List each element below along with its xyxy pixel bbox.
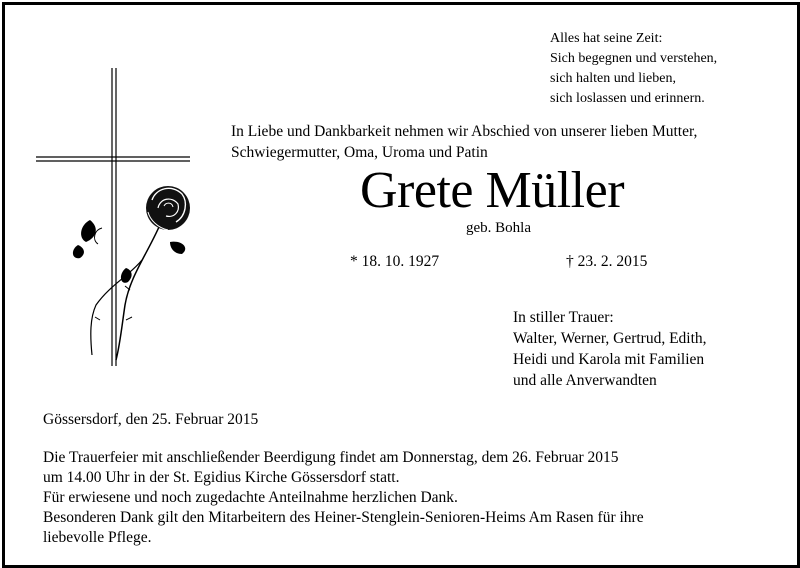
quote-line: sich halten und lieben, bbox=[550, 71, 676, 86]
details-line: um 14.00 Uhr in der St. Egidius Kirche Gössersdorf statt. bbox=[43, 469, 400, 486]
mourners-line: Heidi und Karola mit Familien bbox=[513, 351, 705, 368]
deceased-name: Grete Müller bbox=[360, 162, 625, 219]
place-date: Gössersdorf, den 25. Februar 2015 bbox=[43, 411, 259, 428]
details-line: liebevolle Pflege. bbox=[43, 529, 152, 546]
details-line: Besonderen Dank gilt den Mitarbeitern des Heiner-Stenglein-Senioren-Heims Am Rasen für ihre bbox=[43, 509, 644, 526]
details-line: Für erwiesene und noch zugedachte Anteilnahme herzlichen Dank. bbox=[43, 489, 458, 506]
mourners-line: In stiller Trauer: bbox=[513, 309, 614, 326]
quote-block bbox=[550, 29, 717, 109]
details-line: Die Trauerfeier mit anschließender Beerdigung findet am Donnerstag, dem 26. Februar 2015 bbox=[43, 449, 619, 466]
mourners-block bbox=[513, 307, 707, 391]
intro-line: In Liebe und Dankbarkeit nehmen wir Abschied von unserer lieben Mutter, bbox=[231, 123, 698, 140]
intro-line: Schwiegermutter, Oma, Uroma und Patin bbox=[231, 144, 488, 161]
quote-line: Sich begegnen und verstehen, bbox=[550, 51, 718, 66]
intro-text bbox=[231, 121, 697, 163]
quote-line: Alles hat seine Zeit: bbox=[550, 31, 663, 46]
mourners-line: Walter, Werner, Gertrud, Edith, bbox=[513, 330, 707, 347]
cross-with-rose-icon bbox=[30, 60, 200, 380]
mourners-line: und alle Anverwandten bbox=[513, 372, 657, 389]
death-date: † 23. 2. 2015 bbox=[566, 253, 648, 270]
details-block bbox=[43, 448, 773, 548]
birth-date: * 18. 10. 1927 bbox=[350, 253, 440, 270]
maiden-name: geb. Bohla bbox=[466, 220, 531, 236]
quote-line: sich loslassen und erinnern. bbox=[550, 91, 705, 106]
